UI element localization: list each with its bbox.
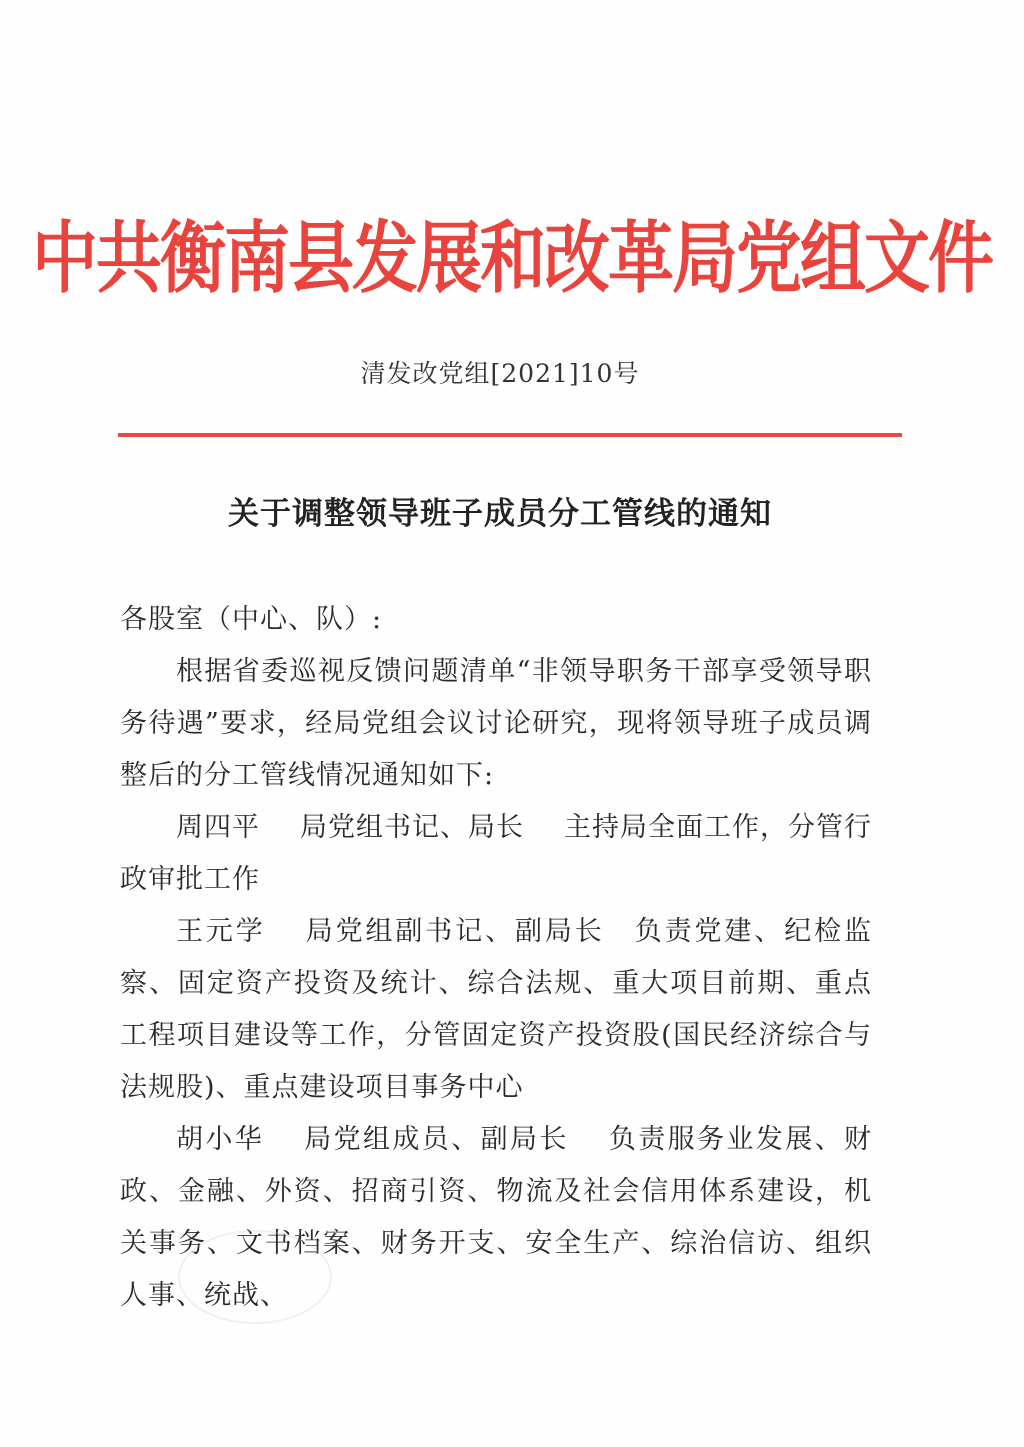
faint-seal-mark: [178, 1230, 332, 1324]
document-number: 清发改党组[2021]10号: [360, 359, 640, 388]
intro-paragraph: 根据省委巡视反馈问题清单“非领导职务干部享受领导职务待遇”要求，经局党组会议讨论研究，现将领导班子成员调整后的分工管线情况通知如下:: [120, 656, 872, 791]
org-header-title: 中共衡南县发展和改革局党组文件: [32, 212, 992, 305]
leader-duties: 负责服务业发展、财政、金融、外资、招商引资、物流及社会信用体系建设，机关事务、文书档案、财务开支、安全生产、综治信访、组织人事、统战、: [120, 1124, 873, 1311]
duty-entry: [120, 802, 872, 906]
document-body: [120, 594, 872, 1322]
duty-entry: [120, 906, 872, 1114]
red-divider-line: [118, 433, 902, 437]
notice-title: 关于调整领导班子成员分工管线的通知: [228, 496, 772, 532]
leader-name: 胡小华: [176, 1124, 265, 1155]
leader-position: 局党组书记、局长: [300, 812, 524, 843]
leader-name: 王元学: [176, 916, 266, 947]
leader-name: 周四平: [176, 812, 260, 843]
leader-duties: 负责党建、纪检监察、固定资产投资及统计、综合法规、重大项目前期、重点工程项目建设等工作，分管固定资产投资股(国民经济综合与法规股)、重点建设项目事务中心: [120, 916, 873, 1103]
leader-position: 局党组副书记、副局长: [305, 916, 605, 947]
leader-duties: 主持局全面工作，分管行政审批工作: [120, 812, 872, 895]
leader-position: 局党组成员、副局长: [304, 1124, 569, 1155]
salutation: 各股室（中心、队）:: [120, 604, 383, 635]
